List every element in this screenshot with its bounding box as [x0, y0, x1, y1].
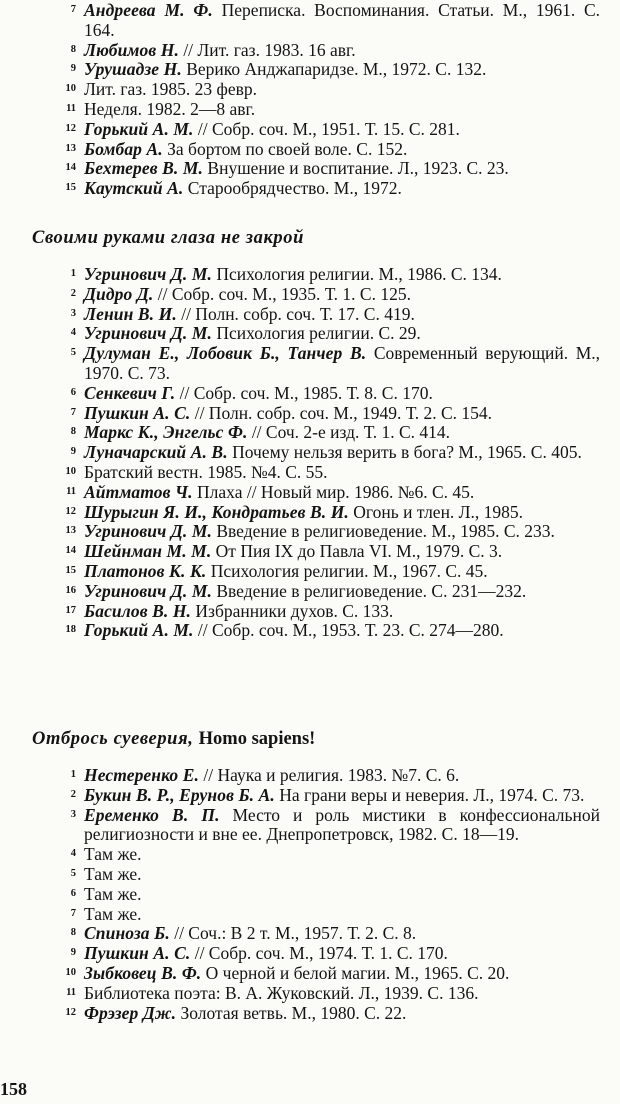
footnote-text: Там же.	[84, 863, 142, 884]
footnote-item	[0, 503, 620, 523]
footnote-item	[0, 120, 620, 140]
footnote-list-section-1	[0, 1, 620, 199]
footnote-item	[0, 562, 620, 582]
footnote-number: 14	[65, 545, 76, 557]
footnote-item	[0, 159, 620, 179]
footnote-item	[0, 766, 620, 786]
footnote-author: Платонов К. К.	[84, 560, 207, 581]
footnote-number: 6	[70, 386, 76, 398]
footnote-author: Дулуман Е., Лобовик Б., Танчер В.	[84, 343, 367, 364]
footnote-author: Урушадзе Н.	[84, 59, 182, 80]
footnote-item	[0, 80, 620, 100]
footnote-item	[0, 621, 620, 641]
footnote-author: Луначарский А. В.	[84, 442, 228, 463]
footnote-number: 12	[65, 505, 76, 517]
footnote-text: // Собр. соч. М., 1985. Т. 8. С. 170.	[179, 382, 433, 403]
footnote-text: // Наука и религия. 1983. №7. С. 6.	[203, 765, 460, 785]
footnote-author: Бомбар А.	[84, 138, 163, 159]
footnote-item	[0, 100, 620, 120]
footnote-author: Нестеренко Е.	[84, 765, 199, 785]
footnote-number: 5	[70, 347, 76, 359]
footnote-item	[0, 443, 620, 463]
footnote-number: 18	[65, 624, 76, 636]
footnote-author: Угринович Д. М.	[84, 323, 212, 344]
footnote-number: 2	[70, 788, 76, 800]
footnote-text: Переписка. Воспоминания. Статьи. М., 1961. С. 164.	[84, 0, 601, 40]
footnote-number: 13	[65, 525, 76, 537]
footnote-text: От Пия IX до Павла VI. М., 1979. С. 3.	[215, 541, 503, 562]
footnote-text: За бортом по своей воле. С. 152.	[167, 138, 408, 159]
footnote-author: Угринович Д. М.	[84, 580, 212, 601]
footnote-item	[0, 179, 620, 199]
footnote-text: Психология религии. М., 1986. С. 134.	[216, 264, 502, 284]
footnote-text: Введение в религиоведение. С. 231—232.	[216, 580, 527, 601]
footnote-number: 4	[70, 327, 76, 339]
footnote-number: 2	[70, 287, 76, 299]
section-heading-3-latin: Homo sapiens!	[198, 729, 316, 749]
footnote-number: 3	[70, 307, 76, 319]
footnote-number: 8	[70, 927, 76, 939]
footnote-item	[0, 602, 620, 622]
footnote-item	[0, 1004, 620, 1024]
footnote-author: Угринович Д. М.	[84, 264, 212, 284]
footnote-text: // Собр. соч. М., 1953. Т. 23. С. 274—280.	[197, 620, 504, 641]
footnote-item	[0, 305, 620, 325]
footnote-number: 17	[65, 604, 76, 616]
footnote-number: 7	[70, 907, 76, 919]
footnote-item	[0, 885, 620, 905]
footnote-text: Введение в религиоведение. М., 1985. С. 233.	[216, 521, 555, 542]
footnote-author: Угринович Д. М.	[84, 521, 212, 542]
footnote-number: 11	[66, 485, 76, 497]
footnote-author: Букин В. Р., Ерунов Б. А.	[84, 784, 275, 805]
footnote-number: 12	[65, 122, 76, 134]
footnote-text: Братский вестн. 1985. №4. С. 55.	[84, 461, 328, 482]
footnote-text: Неделя. 1982. 2—8 авг.	[84, 98, 256, 119]
footnote-text: // Собр. соч. М., 1974. Т. 1. С. 170.	[194, 943, 448, 964]
footnote-number: 6	[70, 887, 76, 899]
footnote-author: Пушкин А. С.	[84, 943, 191, 964]
section-heading-3-text: Отбрось суеверия,	[32, 729, 194, 749]
footnote-item	[0, 522, 620, 542]
footnote-number: 5	[70, 867, 76, 879]
page-number: 158	[0, 1079, 27, 1099]
footnote-text: Психология религии. С. 29.	[216, 323, 421, 344]
footnote-number: 3	[70, 808, 76, 820]
section-heading-2	[32, 228, 304, 249]
footnote-text: Место и роль мистики в конфессиональной религиозности и вне ее. Днепропетровск, 1982. С. 18—19.	[84, 804, 600, 845]
footnote-text: Лит. газ. 1985. 23 февр.	[84, 79, 258, 100]
footnote-text: // Соч.: В 2 т. М., 1957. Т. 2. С. 8.	[174, 923, 417, 944]
footnote-author: Фрэзер Дж.	[84, 1002, 177, 1023]
footnote-author: Бехтерев В. М.	[84, 158, 204, 179]
footnote-item	[0, 984, 620, 1004]
footnote-text: // Собр. соч. М., 1951. Т. 15. С. 281.	[197, 118, 460, 139]
footnote-number: 11	[66, 102, 76, 114]
footnote-author: Дидро Д.	[84, 283, 154, 304]
footnote-number: 10	[65, 966, 76, 978]
footnote-item	[0, 344, 620, 384]
footnote-author: Андреева М. Ф.	[84, 0, 213, 20]
footnote-item	[0, 1, 620, 41]
footnote-number: 8	[70, 43, 76, 55]
footnote-item	[0, 60, 620, 80]
footnote-number: 4	[70, 848, 76, 860]
footnote-author: Шейнман М. М.	[84, 541, 212, 562]
footnote-item	[0, 463, 620, 483]
footnote-number: 11	[66, 986, 76, 998]
footnote-item	[0, 404, 620, 424]
footnote-number: 16	[65, 584, 76, 596]
footnote-number: 10	[65, 465, 76, 477]
footnote-text: Избранники духов. С. 133.	[195, 600, 394, 621]
footnote-item	[0, 806, 620, 846]
footnote-number: 9	[70, 947, 76, 959]
footnote-number: 9	[70, 63, 76, 75]
footnote-text: Внушение и воспитание. Л., 1923. С. 23.	[207, 158, 509, 179]
footnote-item	[0, 964, 620, 984]
footnote-text: Там же.	[84, 844, 142, 865]
footnote-item	[0, 582, 620, 602]
footnote-text: // Полн. собр. соч. Т. 17. С. 419.	[181, 303, 415, 324]
footnote-number: 12	[65, 1006, 76, 1018]
footnote-number: 1	[70, 769, 76, 780]
footnote-item	[0, 265, 620, 285]
section-heading-2-text: Своими руками глаза не закрой	[32, 228, 305, 248]
footnote-text: // Соч. 2-е изд. Т. 1. С. 414.	[251, 422, 451, 443]
footnote-author: Шурыгин Я. И., Кондратьев В. И.	[84, 501, 349, 522]
footnote-author: Зыбковец В. Ф.	[84, 962, 202, 983]
footnote-number: 7	[70, 406, 76, 418]
footnote-text: Там же.	[84, 903, 142, 924]
footnote-author: Горький А. М.	[84, 620, 194, 641]
footnote-author: Еременко В. П.	[84, 804, 220, 825]
footnote-number: 7	[70, 4, 76, 15]
footnote-text: На грани веры и неверия. Л., 1974. С. 73.	[279, 784, 585, 805]
footnote-author: Спиноза Б.	[84, 923, 170, 944]
footnote-number: 1	[70, 268, 76, 279]
footnote-number: 14	[65, 162, 76, 174]
footnote-item	[0, 845, 620, 865]
footnote-item	[0, 423, 620, 443]
footnote-text: Современный верующий. М., 1970. С. 73.	[84, 343, 601, 383]
footnote-text: Золотая ветвь. М., 1980. С. 22.	[180, 1002, 407, 1023]
footnote-author: Любимов Н.	[84, 39, 179, 60]
footnote-text: Там же.	[84, 883, 142, 904]
footnote-number: 15	[65, 182, 76, 194]
footnote-author: Сенкевич Г.	[84, 382, 176, 403]
footnote-text: // Лит. газ. 1983. 16 авг.	[183, 39, 356, 60]
footnote-number: 13	[65, 142, 76, 154]
footnote-text: // Собр. соч. М., 1935. Т. 1. С. 125.	[157, 283, 411, 304]
footnote-item	[0, 786, 620, 806]
footnote-text: Библиотека поэта: В. А. Жуковский. Л., 1939. С. 136.	[84, 982, 479, 1003]
footnote-author: Пушкин А. С.	[84, 402, 191, 423]
footnote-author: Горький А. М.	[84, 118, 194, 139]
section-heading-3	[32, 729, 315, 750]
footnote-author: Айтматов Ч.	[84, 481, 193, 502]
footnote-text: О черной и белой магии. М., 1965. С. 20.	[205, 962, 510, 983]
footnote-item	[0, 41, 620, 61]
footnote-item	[0, 542, 620, 562]
footnote-author: Маркс К., Энгельс Ф.	[84, 422, 248, 443]
footnote-item	[0, 905, 620, 925]
footnote-text: Психология религии. М., 1967. С. 45.	[210, 560, 488, 581]
footnote-item	[0, 324, 620, 344]
footnote-number: 15	[65, 564, 76, 576]
footnote-author: Басилов В. Н.	[84, 600, 192, 621]
footnote-item	[0, 924, 620, 944]
footnote-author: Каутский А.	[84, 178, 184, 199]
footnote-text: Огонь и тлен. Л., 1985.	[353, 501, 524, 522]
footnote-number: 9	[70, 446, 76, 458]
footnote-list-section-2	[0, 265, 620, 641]
footnote-text: Старообрядчество. М., 1972.	[187, 178, 402, 199]
footnote-item	[0, 384, 620, 404]
footnote-item	[0, 140, 620, 160]
footnote-number: 10	[65, 83, 76, 95]
footnote-item	[0, 944, 620, 964]
footnote-item	[0, 865, 620, 885]
footnote-text: Плаха // Новый мир. 1986. №6. С. 45.	[197, 481, 475, 502]
footnote-author: Ленин В. И.	[84, 303, 177, 324]
footnote-list-section-3	[0, 766, 620, 1023]
footnote-item	[0, 285, 620, 305]
footnote-text: Почему нельзя верить в бога? М., 1965. С. 405.	[232, 442, 582, 463]
footnote-number: 8	[70, 426, 76, 438]
footnote-text: // Полн. собр. соч. М., 1949. Т. 2. С. 154.	[194, 402, 493, 423]
footnote-text: Верико Анджапаридзе. М., 1972. С. 132.	[186, 59, 487, 80]
footnote-item	[0, 483, 620, 503]
